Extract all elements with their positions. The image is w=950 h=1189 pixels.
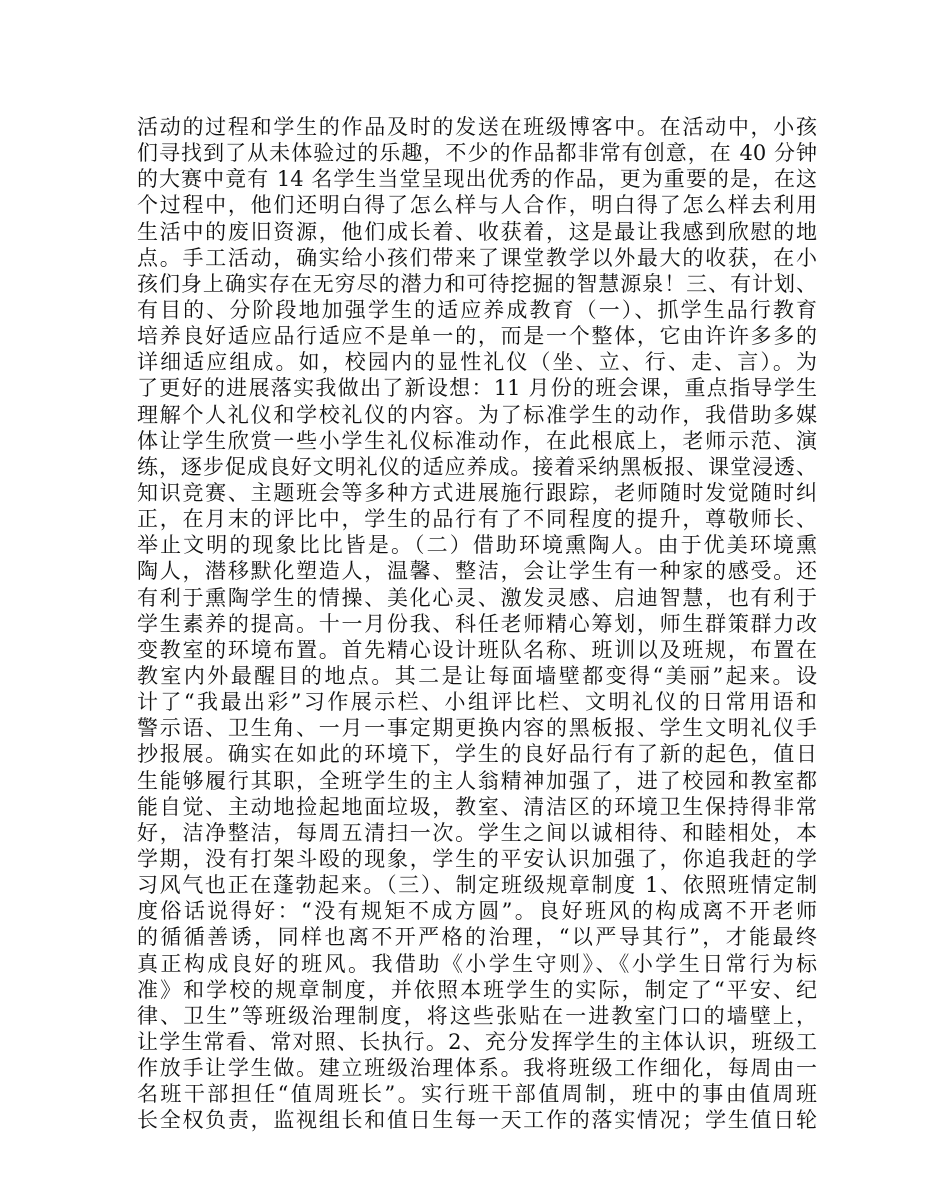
text-line: 正，在月末的评比中，学生的品行有了不同程度的提升，尊敬师长、 (137, 507, 817, 532)
text-line: 知识竞赛、主题班会等多种方式进展施行跟踪，老师随时发觉随时纠 (137, 480, 817, 505)
text-line: 真正构成良好的班风。我借助《小学生守则》、《小学生日常行为标 (137, 951, 817, 976)
text-line: 练，逐步促成良好文明礼仪的适应养成。接着采纳黑板报、课堂浸透、 (137, 454, 817, 479)
text-line: 学生素养的提高。十一月份我、科任老师精心筹划，师生群策群力改 (137, 611, 817, 636)
text-line: 有目的、分阶段地加强学生的适应养成教育（一）、抓学生品行教育 (137, 297, 817, 322)
text-line: 活动的过程和学生的作品及时的发送在班级博客中。在活动中，小孩 (137, 115, 817, 139)
text-line: 名班干部担任“值周班长”。实行班干部值周制，班中的事由值周班 (137, 1082, 817, 1107)
text-line: 生能够履行其职，全班学生的主人翁精神加强了，进了校园和教室都 (137, 768, 817, 793)
text-line: 的循循善诱，同样也离不开严格的治理，“以严导其行”，才能最终 (137, 925, 817, 950)
text-line: 警示语、卫生角、一月一事定期更换内容的黑板报、学生文明礼仪手 (137, 716, 817, 741)
text-line: 生活中的废旧资源，他们成长着、收获着，这是最让我感到欣慰的地 (137, 219, 817, 244)
text-line: 个过程中，他们还明白得了怎么样与人合作，明白得了怎么样去利用 (137, 193, 817, 218)
text-line: 教室内外最醒目的地点。其二是让每面墙壁都变得“美丽”起来。设 (137, 663, 817, 688)
text-line: 的大赛中竟有 14 名学生当堂呈现出优秀的作品，更为重要的是，在这 (137, 167, 817, 192)
text-line: 作放手让学生做。建立班级治理体系。我将班级工作细化，每周由一 (137, 1056, 817, 1081)
text-line: 有利于熏陶学生的情操、美化心灵、激发灵感、启迪智慧，也有利于 (137, 585, 817, 610)
text-line: 能自觉、主动地捡起地面垃圾，教室、清洁区的环境卫生保持得非常 (137, 794, 817, 819)
text-line: 培养良好适应品行适应不是单一的，而是一个整体，它由许许多多的 (137, 324, 817, 349)
text-line: 了更好的进展落实我做出了新设想：11 月份的班会课，重点指导学生 (137, 376, 817, 401)
text-line: 准》和学校的规章制度，并依照本班学生的实际，制定了“平安、纪 (137, 977, 817, 1002)
body-text (137, 114, 817, 1133)
text-line: 详细适应组成。如，校园内的显性礼仪（坐、立、行、走、言）。为 (137, 350, 817, 375)
text-line: 抄报展。确实在如此的环境下，学生的良好品行有了新的起色，值日 (137, 742, 817, 767)
text-line: 孩们身上确实存在无穷尽的潜力和可待挖掘的智慧源泉！三、有计划、 (137, 271, 817, 296)
text-line: 好，洁净整洁，每周五清扫一次。学生之间以诚相待、和睦相处，本 (137, 820, 817, 845)
text-line: 长全权负责，监视组长和值日生每一天工作的落实情况；学生值日轮 (137, 1108, 817, 1133)
text-line: 律、卫生”等班级治理制度，将这些张贴在一进教室门口的墙壁上， (137, 1003, 817, 1028)
text-line: 举止文明的现象比比皆是。（二）借助环境熏陶人。由于优美环境熏 (137, 533, 817, 558)
text-line: 习风气也正在蓬勃起来。（三）、制定班级规章制度 1、依照班情定制 (137, 873, 817, 898)
text-line: 理解个人礼仪和学校礼仪的内容。为了标准学生的动作，我借助多媒 (137, 402, 817, 427)
text-line: 体让学生欣赏一些小学生礼仪标准动作，在此根底上，老师示范、演 (137, 428, 817, 453)
text-line: 学期，没有打架斗殴的现象，学生的平安认识加强了，你追我赶的学 (137, 846, 817, 871)
text-line: 计了“我最出彩”习作展示栏、小组评比栏、文明礼仪的日常用语和 (137, 690, 817, 715)
text-line: 们寻找到了从未体验过的乐趣，不少的作品都非常有创意，在 40 分钟 (137, 141, 817, 166)
text-line: 陶人，潜移默化塑造人，温馨、整洁，会让学生有一种家的感受。还 (137, 559, 817, 584)
text-line: 让学生常看、常对照、长执行。2、充分发挥学生的主体认识，班级工 (137, 1029, 817, 1054)
text-line: 度俗话说得好：“没有规矩不成方圆”。良好班风的构成离不开老师 (137, 899, 817, 924)
text-line: 变教室的环境布置。首先精心设计班队名称、班训以及班规，布置在 (137, 637, 817, 662)
text-line: 点。手工活动，确实给小孩们带来了课堂教学以外最大的收获，在小 (137, 245, 817, 270)
